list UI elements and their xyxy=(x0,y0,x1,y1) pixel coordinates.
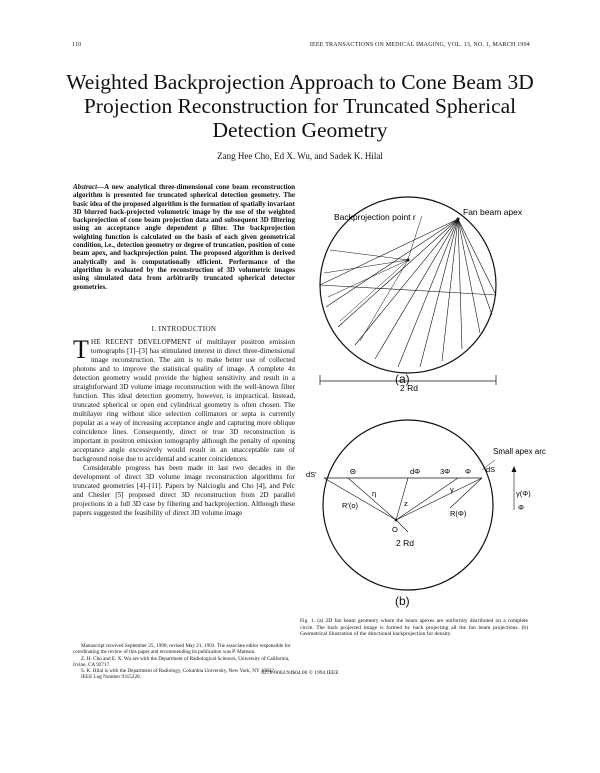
label-gamma: γ xyxy=(450,485,454,494)
footnote-manuscript: Manuscript received September 25, 1990; revised May 21, 1993. The associate editor responsible for coordinating the review of this paper and recommending its publication was P. Mattson. xyxy=(73,643,291,656)
label-r-phi-prime: R'(ο) xyxy=(342,501,359,510)
label-width-a: 2 Rd xyxy=(400,383,418,393)
section-heading-introduction: I. INTRODUCTION xyxy=(151,325,217,333)
figure-a-diagram xyxy=(300,185,530,400)
intro-paragraph-1-text: HE RECENT DEVELOPMENT of multilayer positron emission tomographs [1]–[3] has stimulated interest in direct three-dimensional image reconstruction. The aim is to make better use of collected photons and to improve the statistical quality of image. A complete 4π detection geometry would provide the highest sensitivity and result in a straightforward 3D volume image reconstruction with the well-known filter function. This ideal detection geometry, however, is impractical. Instead, truncated spherical or open end cylindrical geometry is often chosen. The multilayer ring without slice selection collimators or septa is currently popular as a way of increasing acceptance angle and capturing more oblique coincidence lines. Consequently, direct or true 3D reconstruction is important in positron emission tomography although the penalty of opening acceptance angle excessively would result in an unacceptable rate of background noise due to accidental and scatter coincidences. xyxy=(73,338,295,463)
label-ds-prime: dS' xyxy=(306,470,317,479)
label-z: z xyxy=(404,499,408,508)
label-ds: dS xyxy=(486,465,496,474)
label-3phi: 3Φ xyxy=(440,467,451,476)
label-fan-beam-apex: Fan beam apex xyxy=(463,207,523,217)
figure-a xyxy=(300,185,530,400)
paper-title: Weighted Backprojection Approach to Cone Beam 3D Projection Reconstruction for Truncated Spherical Detection Geometry xyxy=(66,70,534,142)
intro-paragraph-2: Considerable progress has been made in last two decades in the development of direct 3D volume image reconstruction algorithms for truncated geometries [4]–[11]. Papers by Nalcioglu and Cho [4], and Pelc and Chesler [5] proposed direct 3D reconstruction from 2D parallel projections in a full 3D case by filtering and backprojection. Although these papers suggested the feasibility of direct 3D volume image xyxy=(73,464,295,517)
label-small-apex-arc: Small apex arc xyxy=(493,447,546,456)
label-dphi: dΦ xyxy=(410,467,421,476)
footnote-log-number: IEEE Log Number 9315220. xyxy=(81,674,141,681)
abstract xyxy=(73,183,295,291)
drop-cap: T xyxy=(73,335,89,364)
label-width-b: 2 Rd xyxy=(396,538,414,548)
label-backprojection-point: Backprojection point r xyxy=(334,212,416,222)
figure-caption: Fig. 1. (a) 2D fan beam geometry where the beam apexes are uniformly distributed on a complete circle. The back projected image is formed by back projecting all the fan beam projections. (b) Geometrical illustration of the directional backprojection for density. xyxy=(300,618,528,638)
label-eta: η xyxy=(372,489,377,498)
abstract-lead: Abstract— xyxy=(73,183,105,191)
label-gamma-phi: γ(Φ) xyxy=(516,489,531,498)
running-header xyxy=(72,42,530,48)
footnote-author-2: S. K. Hilal is with the Department of Radiology, Columbia University, New York, NY 10032. xyxy=(81,668,276,675)
abstract-text: A new analytical three-dimensional cone beam reconstruction algorithm is presented for truncated spherical detection geometry. The basic idea of the proposed algorithm is the formation of spatially invariant 3D blurred back-projected volumetric image by the use of the weighted backprojection of cone beam projection data and subsequent 3D filtering using an acceptance angle dependent ρ filter. The backprojection weighting function is calculated on the basis of each given geometrical condition, i.e., detection geometry or degree of truncation, position of cone beam apex, and backprojection point. The proposed algorithm is derived analytically and is computationally efficient. Performance of the algorithm is evaluated by the reconstruction of 3D volumetric images using simulated data from arbitrarily truncated spherical detector geometries. xyxy=(73,183,295,291)
fan-beam-rays xyxy=(320,219,496,367)
introduction-body xyxy=(73,335,295,518)
label-phi: Φ xyxy=(465,467,471,476)
detector-circle xyxy=(320,197,496,373)
intro-paragraph-1 xyxy=(73,335,295,464)
phi-axis-arrow xyxy=(512,466,517,472)
journal-name: IEEE TRANSACTIONS ON MEDICAL IMAGING, VOL. 13, NO. 1, MARCH 1994 xyxy=(309,42,530,48)
copyright-line: 0278-0062/94$04.00 © 1994 IEEE xyxy=(261,670,339,676)
label-r-phi: R(Φ) xyxy=(450,509,467,518)
author-list: Zang Hee Cho, Ed X. Wu, and Sadek K. Hilal xyxy=(217,151,383,161)
label-theta: Θ xyxy=(350,467,356,476)
figure-b-panel-label: (b) xyxy=(395,594,410,608)
figure-a-panel-label: (a) xyxy=(395,372,410,386)
page-number: 110 xyxy=(72,42,82,48)
figure-b xyxy=(300,430,546,600)
footnote-author-1: Z. H. Cho and E. X. Wu are with the Department of Radiological Sciences, University of California, Irvine, CA 92717. xyxy=(73,655,290,668)
fan-beam-apex-point xyxy=(457,218,460,221)
figure-b-diagram xyxy=(300,430,546,600)
label-phi-axis: Φ xyxy=(518,503,524,512)
label-o: O xyxy=(392,525,398,534)
point-o xyxy=(395,519,398,522)
